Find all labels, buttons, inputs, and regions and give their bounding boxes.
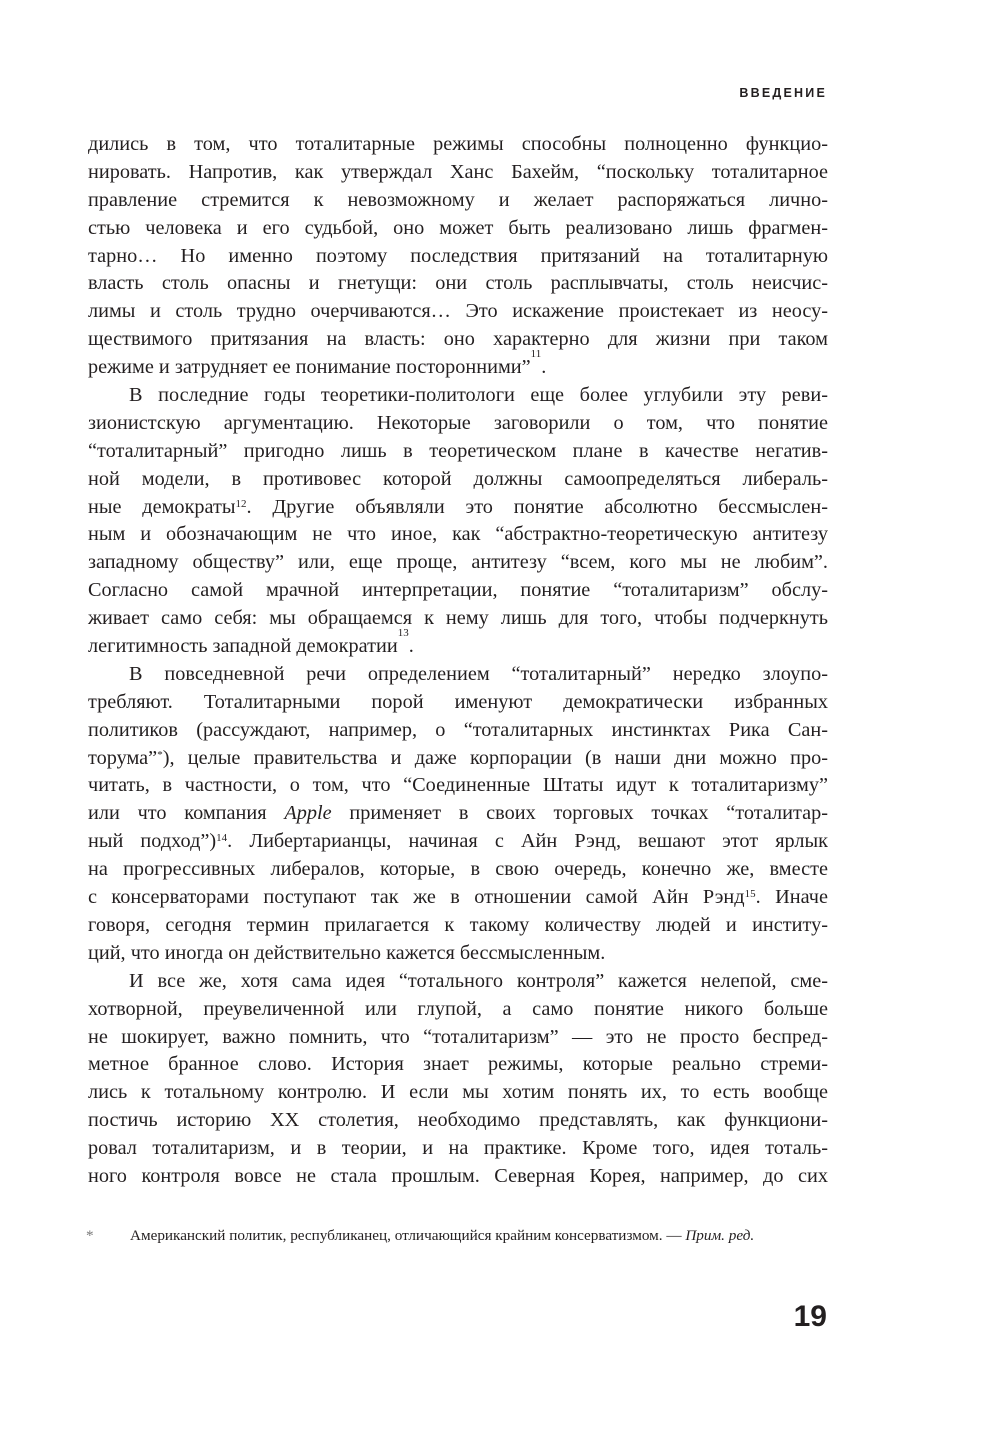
text-line: или что компания Apple применяет в своих торговых точках “тоталитар- — [88, 802, 828, 825]
footnote-mark: * — [86, 1227, 94, 1244]
text-line: власть столь опасны и гнетущи: они столь расплывчаты, столь неисчис- — [88, 272, 828, 295]
text-line: ществимого притязания на власть: оно характерно для жизни при таком — [88, 328, 828, 351]
text-line: легитимность западной демократии 13 . — [88, 633, 828, 661]
text-line: читать, в частности, о том, что “Соединенные Штаты идут к тоталитаризму” — [88, 774, 828, 797]
text-line: ровал тоталитаризм, и в теории, и на практике. Кроме того, идея тоталь- — [88, 1137, 828, 1160]
text-line: дились в том, что тоталитарные режимы способны полноценно функцио- — [88, 133, 828, 155]
text-line: правление стремится к невозможному и желает распоряжаться лично- — [88, 188, 828, 211]
note-ref-15: 15 — [744, 888, 756, 900]
running-header: ВВЕДЕНИЕ — [739, 86, 827, 100]
text-line: торума”*), целые правительства и даже корпорации (в наши дни можно про- — [88, 746, 828, 769]
text-line: В последние годы теоретики-политологи еще более углубили эту реви- — [129, 384, 828, 407]
text-line: постичь историю XX столетия, необходимо представлять, как функциони- — [88, 1109, 828, 1132]
note-ref-14: 14 — [216, 832, 228, 845]
text-line: живает само себя: мы обращаемся к нему лишь для того, чтобы подчеркнуть — [88, 607, 828, 630]
text-line: ный подход”)$^{14}$. Либертарианцы, начиная с Айн Рэнд, вешают этот ярлык — [88, 830, 828, 853]
text-line: нировать. Напротив, как утверждал Ханс Бахейм, “поскольку тоталитарное — [88, 160, 828, 183]
text-line: с консерваторами поступают так же в отношении самой Айн Рэнд$^{15}$. Иначе — [88, 886, 828, 909]
text-line: зионистскую аргументацию. Некоторые заговорили о том, что понятие — [88, 411, 828, 434]
text-line: западному обществу” или, еще проще, антитезу “всем, кого мы не любим”. — [88, 551, 828, 574]
text-line: ной модели, в противовес которой должны самоопределяться либераль- — [88, 467, 828, 490]
text-line: не шокирует, важно помнить, что “тоталитаризм” — это не просто беспред- — [88, 1025, 828, 1048]
text-line: ным и обозначающим не что иное, как “абстрактно-теоретическую антитезу — [88, 523, 828, 546]
page-number: 19 — [793, 1300, 827, 1333]
text-line: И все же, хотя сама идея “тотального контроля” кажется нелепой, сме- — [129, 969, 828, 992]
text-line: тарно… Но именно поэтому последствия притязаний на тоталитарную — [88, 244, 828, 267]
text-line: на прогрессивных либералов, которые, в свою очередь, конечно же, вместе — [88, 858, 828, 881]
text-line: “тоталитарный” пригодно лишь в теоретическом плане в качестве негатив- — [88, 439, 828, 462]
footnote — [86, 1226, 831, 1246]
text-line: политиков (рассуждают, например, о “тоталитарных инстинктах Рика Сан- — [88, 718, 828, 741]
text-line: ций, что иногда он действительно кажется бессмысленным. — [88, 941, 606, 964]
footnote-text: Американский политик, республиканец, отличающийся крайним консерватизмом. — — [130, 1227, 686, 1244]
text-line: Согласно самой мрачной интерпретации, понятие “тоталитаризм” обслу- — [88, 579, 828, 602]
text-line: говоря, сегодня термин прилагается к такому количеству людей и институ- — [88, 913, 828, 936]
text-line: метное бранное слово. История знает режимы, которые реально стреми- — [88, 1053, 828, 1076]
text-line: стью человека и его судьбой, оно может быть реализовано лишь фрагмен- — [88, 216, 828, 239]
text-line: В повседневной речи определением “тоталитарный” нередко злоупо- — [129, 662, 828, 685]
text-line: лись к тотальному контролю. И если мы хотим понять их, то есть вообще — [88, 1081, 828, 1104]
footnote-source: Прим. ред. — [685, 1227, 755, 1244]
text-line: ного контроля вовсе не стала прошлым. Северная Корея, например, до сих — [88, 1164, 828, 1187]
text-line: требляют. Тоталитарными порой именуют демократически избранных — [88, 690, 828, 713]
note-ref-13: 13 — [397, 627, 409, 640]
body-text — [88, 131, 828, 1191]
text-line: режиме и затрудняет ее понимание посторонними” 11 . — [88, 354, 828, 382]
text-line: ные демократы$^{12}$. Другие объявляли это понятие абсолютно бессмыслен- — [88, 495, 828, 518]
note-ref-11: 11 — [530, 348, 542, 361]
note-ref-12: 12 — [235, 497, 247, 510]
text-line: лимы и столь трудно очерчиваются… Это искажение проистекает из неосу- — [88, 300, 828, 323]
text-line: хотворной, преувеличенной или глупой, а само понятие никого больше — [88, 997, 828, 1020]
apple-word: Apple — [284, 802, 332, 825]
footnote-ref-mark: * — [157, 748, 163, 761]
